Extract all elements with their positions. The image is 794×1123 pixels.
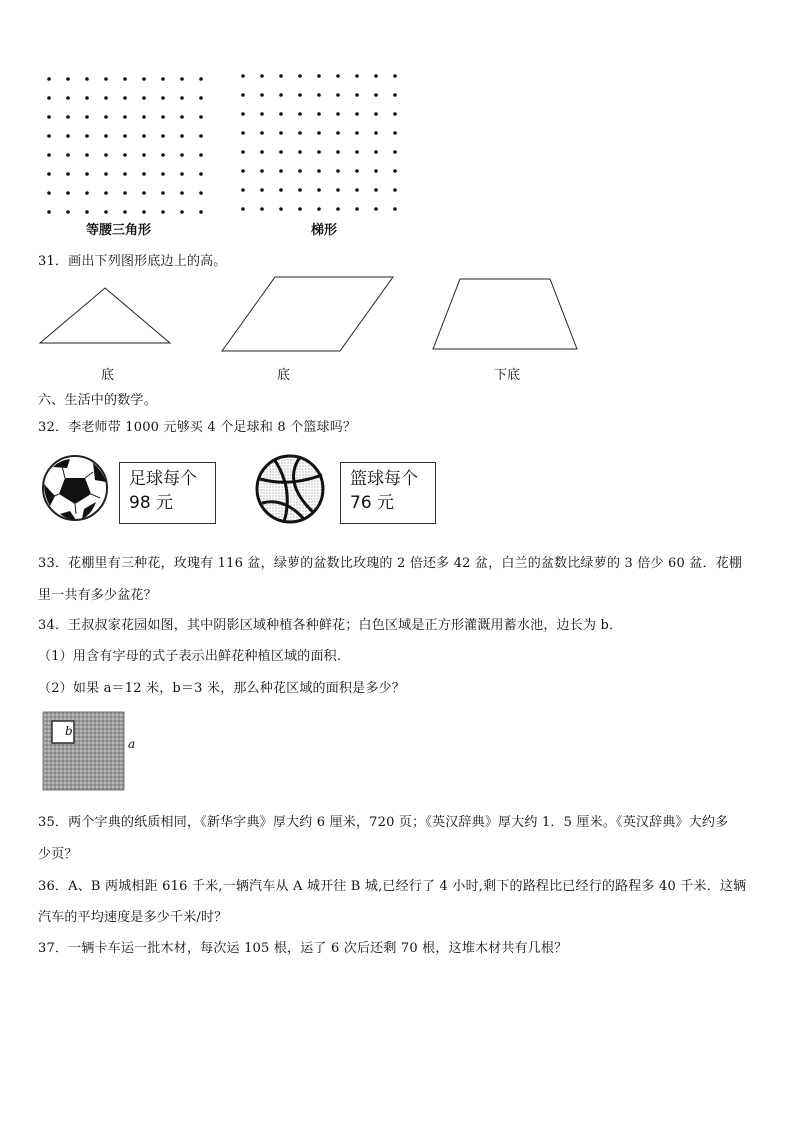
grid-dot [180,210,184,214]
grid-dot [355,112,359,116]
grid-dot [298,93,302,97]
grid-dot [336,112,340,116]
grid-dot [66,96,70,100]
grid-dot [279,131,283,135]
grid-dot [199,172,203,176]
grid-dot [355,131,359,135]
grid-dot [317,93,321,97]
question-37-text: 37．一辆卡车运一批木材，每次运 105 根，运了 6 次后还剩 70 根，这堆木材共有几根？ [38,941,568,956]
trapezoid-grid-caption: 梯形 [311,223,338,238]
grid-dot [123,134,127,138]
grid-dot [66,172,70,176]
grid-dot [241,188,245,192]
grid-dot [336,169,340,173]
grid-dot [66,77,70,81]
grid-dot [298,207,302,211]
grid-dot [85,210,89,214]
grid-dot [393,169,397,173]
grid-dot [66,210,70,214]
grid-dot [104,210,108,214]
basketball-price-line2: 76 元 [350,493,395,513]
grid-dot [393,150,397,154]
grid-dot [47,191,51,195]
grid-dot [142,115,146,119]
grid-dot [260,74,264,78]
question-35-line1: 35．两个字典的纸质相同，《新华字典》厚大约 6 厘米，720 页；《英汉辞典》厚大约 1．5 厘米。《英汉辞典》大约多 [38,815,729,830]
grid-dot [241,112,245,116]
grid-dot [161,77,165,81]
question-31-text: 31．画出下列图形底边上的高。 [38,254,227,269]
grid-dot [66,153,70,157]
grid-dot [374,207,378,211]
grid-dot [142,172,146,176]
grid-dot [260,131,264,135]
grid-dot [199,153,203,157]
grid-dot [123,77,127,81]
grid-dot [298,150,302,154]
grid-dot [279,112,283,116]
grid-dot [85,77,89,81]
grid-dot [180,134,184,138]
grid-dot [85,172,89,176]
grid-dot [374,150,378,154]
grid-dot [104,134,108,138]
grid-dot [241,169,245,173]
question-33-line2: 里一共有多少盆花？ [38,588,157,603]
question-36-line1: 36．A、B 两城相距 616 千米,一辆汽车从 A 城开往 B 城,已经行了 4 小时,剩下的路程比已经行的路程多 40 千米．这辆 [38,879,747,894]
soccer-ball-icon [40,454,110,522]
grid-dot [374,188,378,192]
grid-dot [85,96,89,100]
parallelogram-shape [222,277,393,351]
grid-dot [104,153,108,157]
grid-dot [355,74,359,78]
grid-dot [47,172,51,176]
question-36-line2: 汽车的平均速度是多少千米/时？ [38,910,228,925]
question-34-text: 34．王叔叔家花园如图，其中阴影区域种植各种鲜花；白色区域是正方形灌溉用蓄水池，边长为 b． [38,618,623,633]
grid-dot [66,115,70,119]
grid-dot [123,153,127,157]
grid-dot [260,112,264,116]
grid-dot [355,188,359,192]
question-34-sub2: （2）如果 a＝12 米，b＝3 米，那么种花区域的面积是多少？ [38,681,405,696]
grid-dot [85,115,89,119]
grid-dot [317,207,321,211]
grid-dot [180,115,184,119]
section-6-title: 六、生活中的数学。 [38,393,157,408]
grid-dot [317,112,321,116]
grid-dot [199,210,203,214]
grid-dot [180,191,184,195]
grid-dot [374,169,378,173]
grid-dot [355,207,359,211]
grid-dot [279,207,283,211]
grid-dot [279,74,283,78]
grid-dot [180,77,184,81]
grid-dot [66,191,70,195]
grid-dot [317,131,321,135]
grid-dot [142,153,146,157]
basketball-price-line1: 篮球每个 [350,469,418,489]
grid-dot [393,131,397,135]
side-label-a: a [128,737,136,751]
garden-figure [40,710,150,792]
basketball-icon [254,453,326,525]
grid-dot [355,150,359,154]
grid-dot [298,112,302,116]
grid-dot [123,115,127,119]
grid-dot [180,172,184,176]
grid-dot [161,172,165,176]
grid-dot [355,169,359,173]
grid-dot [47,96,51,100]
grid-dot [260,188,264,192]
grid-dot [123,172,127,176]
grid-dot [374,93,378,97]
grid-dot [298,188,302,192]
grid-dot [47,77,51,81]
parallelogram-base-label: 底 [277,368,291,383]
question-34-sub1: （1）用含有字母的式子表示出鲜花种植区域的面积. [38,649,342,664]
grid-dot [199,77,203,81]
grid-dot [241,131,245,135]
grid-dot [393,93,397,97]
grid-dot [374,112,378,116]
isosceles-dot-grid [40,70,210,215]
grid-dot [298,169,302,173]
grid-dot [279,188,283,192]
trapezoid-dot-grid [235,68,405,213]
grid-dot [336,74,340,78]
grid-dot [161,115,165,119]
grid-dot [142,210,146,214]
grid-dot [199,96,203,100]
grid-dot [336,188,340,192]
grid-dot [260,150,264,154]
question-32-text: 32．李老师带 1000 元够买 4 个足球和 8 个篮球吗？ [38,420,357,435]
grid-dot [317,169,321,173]
grid-dot [336,150,340,154]
trapezoid-shape [433,279,577,349]
grid-dot [199,115,203,119]
grid-dot [317,150,321,154]
grid-dot [47,153,51,157]
grid-dot [161,96,165,100]
grid-dot [47,210,51,214]
grid-dot [142,134,146,138]
grid-dot [161,191,165,195]
grid-dot [47,134,51,138]
grid-dot [85,153,89,157]
soccer-price-box [119,462,216,524]
grid-dot [355,93,359,97]
grid-dot [142,191,146,195]
soccer-price-line1: 足球每个 [129,469,197,489]
grid-dot [317,188,321,192]
triangle-base-label: 底 [101,368,115,383]
grid-dot [393,112,397,116]
grid-dot [374,131,378,135]
question-35-line2: 少页？ [38,847,78,862]
grid-dot [393,74,397,78]
grid-dot [66,134,70,138]
grid-dot [393,207,397,211]
grid-dot [336,207,340,211]
grid-dot [199,134,203,138]
grid-dot [317,74,321,78]
grid-dot [123,210,127,214]
grid-dot [199,191,203,195]
grid-dot [260,93,264,97]
side-label-b: b [65,724,73,738]
grid-dot [47,115,51,119]
grid-dot [336,93,340,97]
grid-dot [104,96,108,100]
grid-dot [142,96,146,100]
grid-dot [241,207,245,211]
grid-dot [180,153,184,157]
grid-dot [298,131,302,135]
grid-dot [241,74,245,78]
grid-dot [279,150,283,154]
grid-dot [279,93,283,97]
grid-dot [161,153,165,157]
grid-dot [260,207,264,211]
grid-dot [142,77,146,81]
isosceles-grid-caption: 等腰三角形 [86,223,152,238]
grid-dot [161,134,165,138]
grid-dot [104,191,108,195]
grid-dot [241,150,245,154]
grid-dot [161,210,165,214]
grid-dot [123,96,127,100]
grid-dot [279,169,283,173]
basketball-price-box [340,462,436,524]
question-33-line1: 33．花棚里有三种花，玫瑰有 116 盆，绿萝的盆数比玫瑰的 2 倍还多 42 盆，白兰的盆数比绿萝的 3 倍少 60 盆．花棚 [38,556,743,571]
triangle-shape [40,288,170,343]
grid-dot [336,131,340,135]
question-31-shapes [0,270,600,360]
grid-dot [298,74,302,78]
grid-dot [85,134,89,138]
grid-dot [104,77,108,81]
grid-dot [374,74,378,78]
grid-dot [104,172,108,176]
grid-dot [85,191,89,195]
grid-dot [180,96,184,100]
soccer-price-line2: 98 元 [129,493,174,513]
grid-dot [123,191,127,195]
grid-dot [241,93,245,97]
grid-dot [104,115,108,119]
trapezoid-base-label: 下底 [494,368,521,383]
grid-dot [393,188,397,192]
grid-dot [260,169,264,173]
